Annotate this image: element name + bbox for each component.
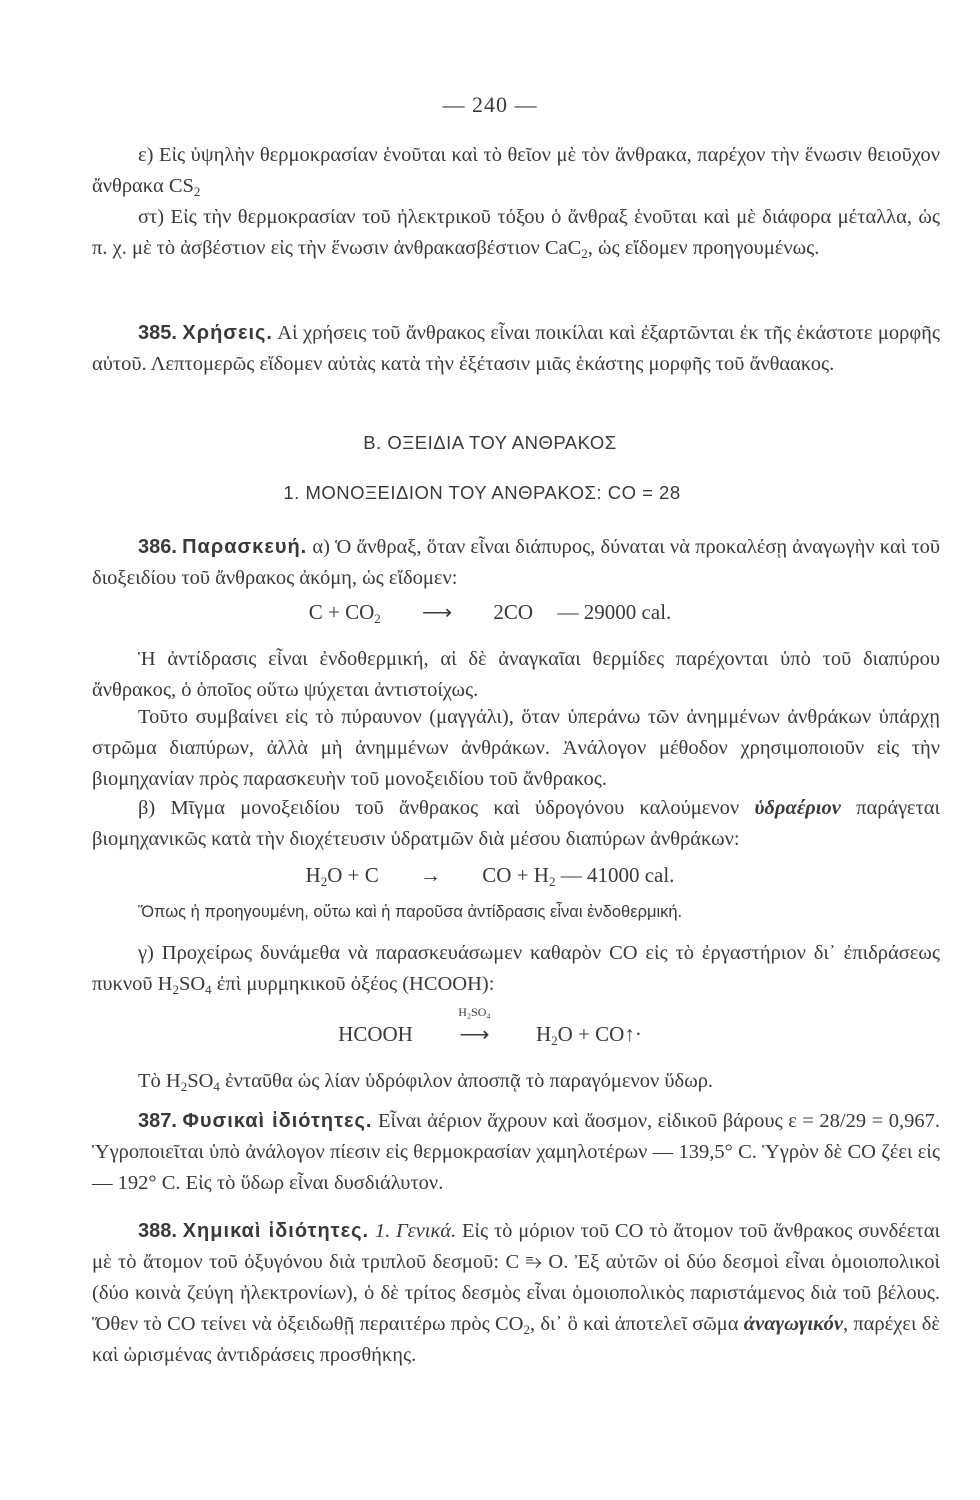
paragraph-g: γ) Προχείρως δυνάμεθα νὰ παρασκευάσωμεν καθαρὸν CO εἰς τὸ ἐργαστήριον δι᾽ ἐπιδράσεως πυκνοῦ $H_2SO_4$ ἐπὶ μυρμηκικοῦ ὀξέος (HCOOH): bbox=[92, 942, 940, 997]
reaction-arrow-catalyst: H₂SO₄ ⟶ bbox=[458, 1005, 491, 1046]
reaction-arrow: ⟶ bbox=[422, 600, 453, 624]
section-title: Παρασκευή. bbox=[182, 536, 308, 558]
equation-2: $H_2O + C$ → CO + $H_2$ — 41000 cal. bbox=[305, 863, 675, 889]
paragraph-b: β) Μῖγμα μονοξειδίου τοῦ ἄνθρακος καὶ ὑδρογόνου καλούμενον ὑδραέριον παράγεται βιομηχανικῶς κατὰ τὴν διοχέτευσιν ὑδρατμῶν διὰ μέσου διαπύρων ἀνθράκων: bbox=[92, 797, 940, 850]
paragraph-reaction: Ἡ ἀντίδρασις εἶναι ἐνδοθερμική, αἱ δὲ ἀναγκαῖαι θερμίδες παρέχονται ὑπὸ τοῦ διαπύρου ἄνθρακος, ὁ ὁποῖος οὕτω ψύχεται ἀντιστοίχως. bbox=[92, 648, 940, 701]
term-hydrogas: ὑδραέριον bbox=[754, 797, 841, 819]
section-number: 385. bbox=[138, 322, 177, 344]
section-number: 387. bbox=[138, 1110, 177, 1132]
section-385: 385. Χρήσεις. Αἱ χρήσεις τοῦ ἄνθρακος εἶναι ποικίλαι καὶ ἐξαρτῶνται ἐκ τῆς ἑκάστοτε μορφῆς αὐτοῦ. Λεπτομερῶς εἴδομεν αὐτὰς κατὰ τὴν ἐξέτασιν μιᾶς ἑκάστης μορφῆς τοῦ ἄνθαακος. bbox=[92, 322, 941, 375]
section-title: Φυσικαὶ ἰδιότητες. bbox=[182, 1110, 373, 1132]
paragraph-h2so4: Τὸ $H_2SO_4$ ἐνταῦθα ὡς λίαν ὑδρόφιλον ἀποσπᾷ τὸ παραγόμενον ὕδωρ. bbox=[138, 1070, 714, 1094]
equation-1: $C + CO_2$ ⟶ 2CO — 29000 cal. bbox=[308, 600, 672, 626]
section-title: Χημικαὶ ἰδιότητες. bbox=[182, 1220, 370, 1242]
note-endothermic: Ὅπως ἡ προηγουμένη, οὕτω καὶ ἡ παροῦσα ἀντίδρασις εἶναι ἐνδοθερμική. bbox=[138, 903, 683, 921]
subsection-title: 1. Γενικά. bbox=[369, 1220, 457, 1242]
equation-3: HCOOH H₂SO₄ ⟶ $H_2O$ + CO↑· bbox=[338, 1005, 642, 1048]
reaction-arrow: → bbox=[420, 863, 441, 887]
paragraph-e: ε) Εἰς ὑψηλὴν θερμοκρασίαν ἑνοῦται καὶ τὸ θεῖον μὲ τὸν ἄνθρακα, παρέχον τὴν ἕνωσιν θειοῦχον ἄνθρακα $CS_2$ bbox=[92, 144, 940, 199]
page-number: — 240 — bbox=[442, 92, 538, 117]
part-heading: Β. ΟΞΕΙΔΙΑ ΤΟΥ ΑΝΘΡΑΚΟΣ bbox=[363, 432, 617, 453]
paragraph-brazier: Τοῦτο συμβαίνει εἰς τὸ πύραυνον (μαγγάλι), ὅταν ὑπεράνω τῶν ἀνημμένων ἀνθράκων ὑπάρχῃ στρῶμα διαπύρων, ἀλλὰ μὴ ἀνημμένων ἀνθράκων. Ἀνάλογον μέθοδον χρησιμοποιοῦν εἰς τὴν βιομηχανίαν πρὸς παρασκευὴν τοῦ μονοξειδίου τοῦ ἄνθρακος. bbox=[92, 706, 940, 790]
sub-heading: 1. ΜΟΝΟΞΕΙΔΙΟΝ ΤΟΥ ΑΝΘΡΑΚΟΣ: CO = 28 bbox=[283, 482, 681, 503]
section-388: 388. Χημικαὶ ἰδιότητες. 1. Γενικά. Εἰς τὸ μόριον τοῦ CO τὸ ἄτομον τοῦ ἄνθρακος συνδέεται μὲ τὸ ἄτομον τοῦ ὀξυγόνου διὰ τριπλοῦ δεσμοῦ: C ⥱ O. Ἐξ αὐτῶν οἱ δύο δεσμοὶ εἶναι ὁμοιοπολικοὶ (δύο κοινὰ ζεύγη ἠλεκτρονίων), ὁ δὲ τρίτος δεσμὸς εἶναι ὁμοιοπολικὸς παριστάμενος διὰ τοῦ βέλους. Ὅθεν τὸ CO τείνει νὰ ὀξειδωθῇ περαιτέρω πρὸς $CO_2$, δι᾽ ὃ καὶ ἀποτελεῖ σῶμα ἀναγωγικόν, παρέχει δὲ καὶ ὡρισμένας ἀντιδράσεις προσθήκης. bbox=[92, 1220, 941, 1366]
section-387: 387. Φυσικαὶ ἰδιότητες. Εἶναι ἀέριον ἄχρουν καὶ ἄοσμον, εἰδικοῦ βάρους ε = 28/29 = 0,967. Ὑγροποιεῖται ὑπὸ ἀνάλογον πίεσιν εἰς θερμοκρασίαν χαμηλοτέρων — 139,5° C. Ὑγρὸν δὲ CO ζέει εἰς — 192° C. Εἰς τὸ ὕδωρ εἶναι δυσδιάλυτον. bbox=[92, 1110, 940, 1194]
section-386: 386. Παρασκευή. α) Ὁ ἄνθραξ, ὅταν εἶναι διάπυρος, δύναται νὰ προκαλέσῃ ἀναγωγὴν καὶ τοῦ διοξειδίου τοῦ ἄνθρακος ἀκόμη, ὡς εἴδομεν: bbox=[92, 536, 940, 589]
term-reducing: ἀναγωγικόν bbox=[743, 1313, 843, 1335]
section-title: Χρήσεις. bbox=[182, 322, 273, 344]
section-number: 386. bbox=[138, 536, 177, 558]
paragraph-st: στ) Εἰς τὴν θερμοκρασίαν τοῦ ἠλεκτρικοῦ τόξου ὁ ἄνθραξ ἑνοῦται καὶ μὲ διάφορα μέταλλα, ὡς π. χ. μὲ τὸ ἀσβέστιον εἰς τὴν ἕνωσιν ἀνθρακασβέστιον CaC$_2$, ὡς εἴδομεν προηγουμένως. bbox=[92, 206, 940, 261]
section-number: 388. bbox=[138, 1220, 177, 1242]
